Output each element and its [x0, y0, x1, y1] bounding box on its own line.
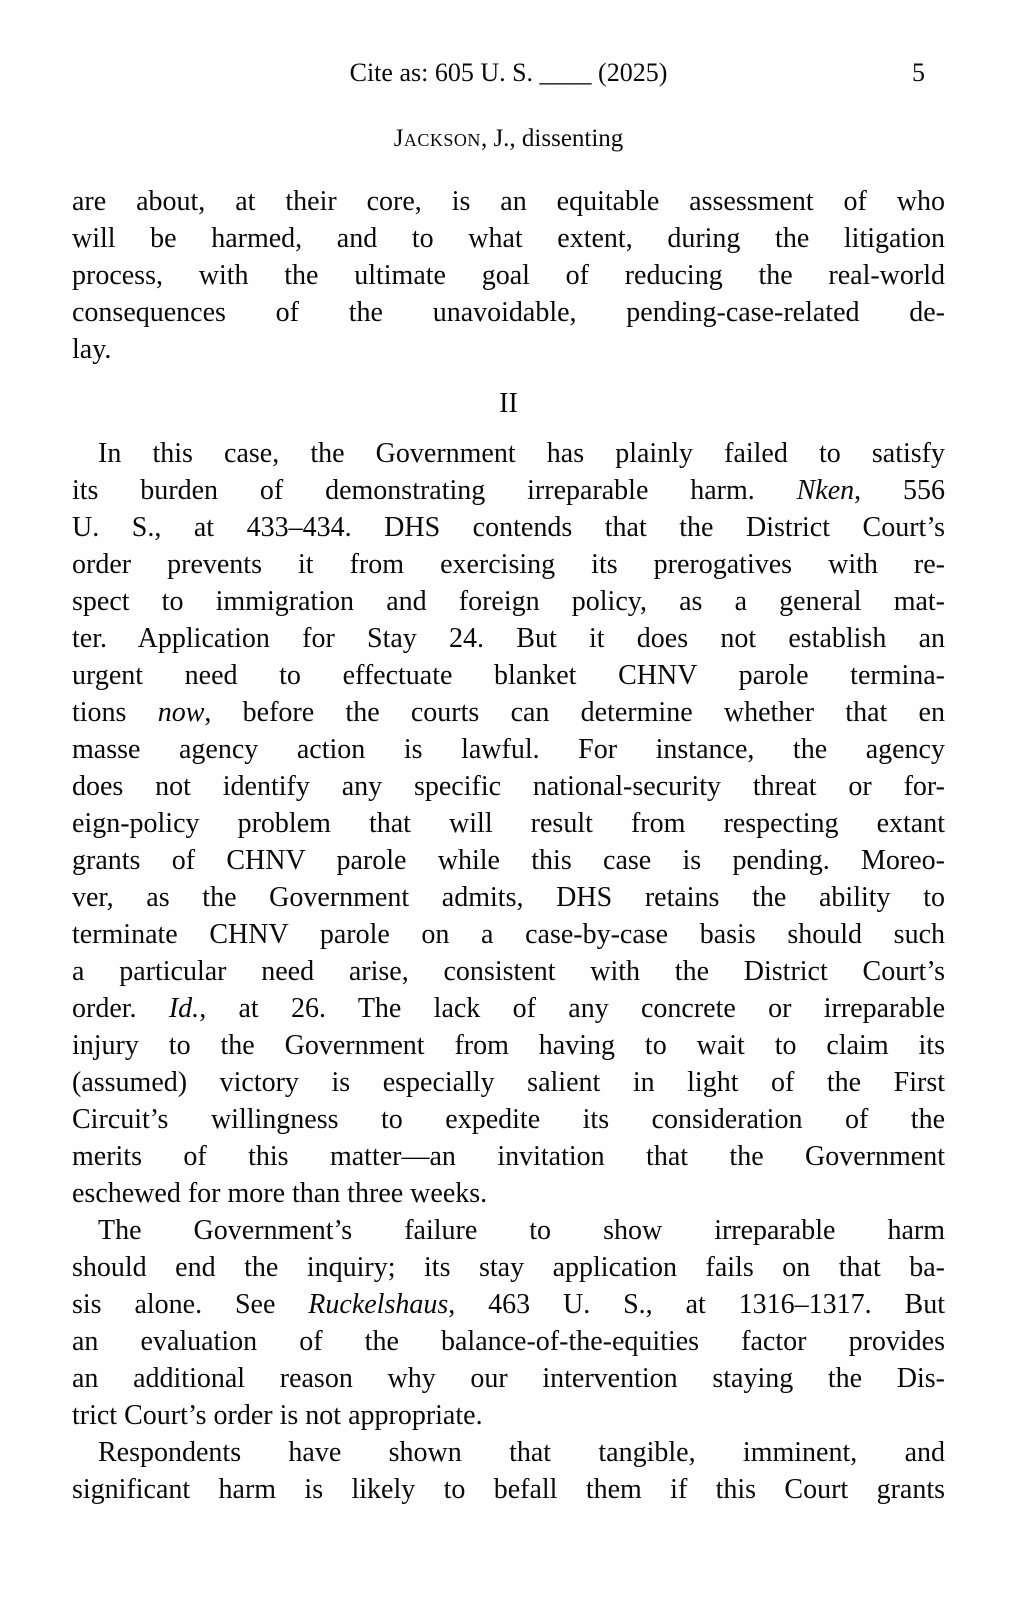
text-line: will be harmed, and to what extent, during the litigation [72, 223, 945, 254]
text-line: spect to immigration and foreign policy, as a general mat- [72, 586, 945, 617]
text-line: should end the inquiry; its stay application fails on that ba- [72, 1252, 945, 1283]
text-line: are about, at their core, is an equitable assessment of who [72, 186, 945, 217]
text-line: does not identify any specific national-security threat or for- [72, 771, 945, 802]
text-line: grants of CHNV parole while this case is pending. Moreo- [72, 845, 945, 876]
text-line: process, with the ultimate goal of reducing the real-world [72, 260, 945, 291]
text-line: (assumed) victory is especially salient in light of the First [72, 1067, 945, 1098]
justice-name: Jackson [393, 125, 481, 152]
byline-suffix: , J., dissenting [480, 125, 624, 152]
section-heading: II [499, 388, 518, 419]
text-line: The Government’s failure to show irreparable harm [98, 1215, 945, 1246]
page-number: 5 [912, 58, 925, 87]
text-line: ter. Application for Stay 24. But it does not establish an [72, 623, 945, 654]
text-line: significant harm is likely to befall them if this Court grants [72, 1474, 945, 1505]
text-line: Respondents have shown that tangible, imminent, and [98, 1437, 945, 1468]
text-line: lay. [72, 334, 112, 365]
text-line: trict Court’s order is not appropriate. [72, 1400, 483, 1431]
text-line: terminate CHNV parole on a case-by-case basis should such [72, 919, 945, 950]
text-line: ver, as the Government admits, DHS retains the ability to [72, 882, 945, 913]
text-line: In this case, the Government has plainly failed to satisfy [98, 438, 945, 469]
text-line: consequences of the unavoidable, pending-case-related de- [72, 297, 945, 328]
text-line: order. Id., at 26. The lack of any concrete or irreparable [72, 993, 946, 1024]
text-line: its burden of demonstrating irreparable harm. Nken, 556 [72, 475, 946, 506]
text-line: eign-policy problem that will result from respecting extant [72, 808, 945, 839]
text-line: masse agency action is lawful. For instance, the agency [72, 734, 945, 765]
citation-line: Cite as: 605 U. S. ____ (2025) [349, 58, 668, 87]
text-line: an evaluation of the balance-of-the-equities factor provides [72, 1326, 945, 1357]
text-line: injury to the Government from having to wait to claim its [72, 1030, 945, 1061]
text-line: tions now, before the courts can determine whether that en [72, 697, 945, 728]
text-line: Circuit’s willingness to expedite its consideration of the [72, 1104, 945, 1135]
running-header [72, 58, 945, 88]
text-line: eschewed for more than three weeks. [72, 1178, 488, 1209]
text-line: order prevents it from exercising its prerogatives with re- [72, 549, 945, 580]
text-line: urgent need to effectuate blanket CHNV parole termina- [72, 660, 945, 691]
text-line: an additional reason why our intervention staying the Dis- [72, 1363, 945, 1394]
opinion-body [72, 183, 945, 1508]
text-line: a particular need arise, consistent with the District Court’s [72, 956, 945, 987]
byline [72, 124, 945, 153]
text-line: U. S., at 433–434. DHS contends that the District Court’s [72, 512, 945, 543]
text-line: sis alone. See Ruckelshaus, 463 U. S., at 1316–1317. But [72, 1289, 945, 1320]
text-line: merits of this matter—an invitation that the Government [72, 1141, 945, 1172]
